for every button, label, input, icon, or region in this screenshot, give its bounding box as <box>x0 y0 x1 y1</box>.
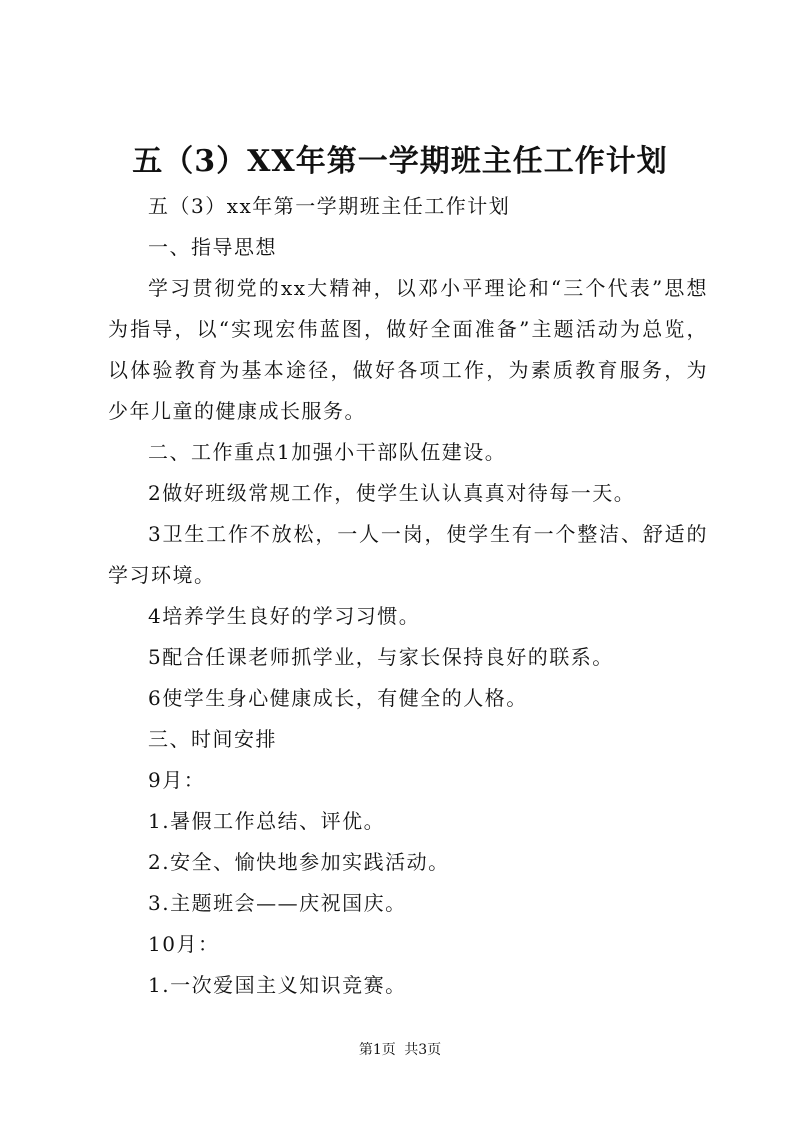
paragraph-guiding-thought: 学习贯彻党的xx大精神，以邓小平理论和“三个代表”思想为指导，以“实现宏伟蓝图，做好全面准备”主题活动为总览，以体验教育为基本途径，做好各项工作，为素质教育服务，为少年儿童的健康成长服务。 <box>108 276 708 423</box>
paragraph-section-heading-2: 二、工作重点1加强小干部队伍建设。 <box>148 440 507 464</box>
paragraph-month-october: 10月： <box>148 932 220 956</box>
document-title: 五（3）XX年第一学期班主任工作计划 <box>132 144 668 179</box>
paragraph-september-item-3: 3.主题班会——庆祝国庆。 <box>148 891 407 915</box>
page-total: 共3页 <box>404 1042 442 1058</box>
page-number: 第1页 <box>358 1042 396 1058</box>
paragraph-subtitle: 五（3）xx年第一学期班主任工作计划 <box>148 194 511 218</box>
paragraph-section-heading-3: 三、时间安排 <box>148 727 277 751</box>
paragraph-item-5: 5配合任课老师抓学业，与家长保持良好的联系。 <box>148 645 614 669</box>
paragraph-section-heading-1: 一、指导思想 <box>148 235 277 259</box>
paragraph-october-item-1: 1.一次爱国主义知识竞赛。 <box>148 973 407 997</box>
paragraph-item-3: 3卫生工作不放松，一人一岗，使学生有一个整洁、舒适的学习环境。 <box>108 522 708 587</box>
paragraph-month-september: 9月： <box>148 768 206 792</box>
paragraph-september-item-2: 2.安全、愉快地参加实践活动。 <box>148 850 450 874</box>
paragraph-item-4: 4培养学生良好的学习习惯。 <box>148 604 421 628</box>
page-footer <box>0 1040 800 1060</box>
paragraph-item-2: 2做好班级常规工作，使学生认认真真对待每一天。 <box>148 481 636 505</box>
paragraph-item-6: 6使学生身心健康成长，有健全的人格。 <box>148 686 528 710</box>
document-body <box>108 186 708 1006</box>
paragraph-september-item-1: 1.暑假工作总结、评优。 <box>148 809 386 833</box>
